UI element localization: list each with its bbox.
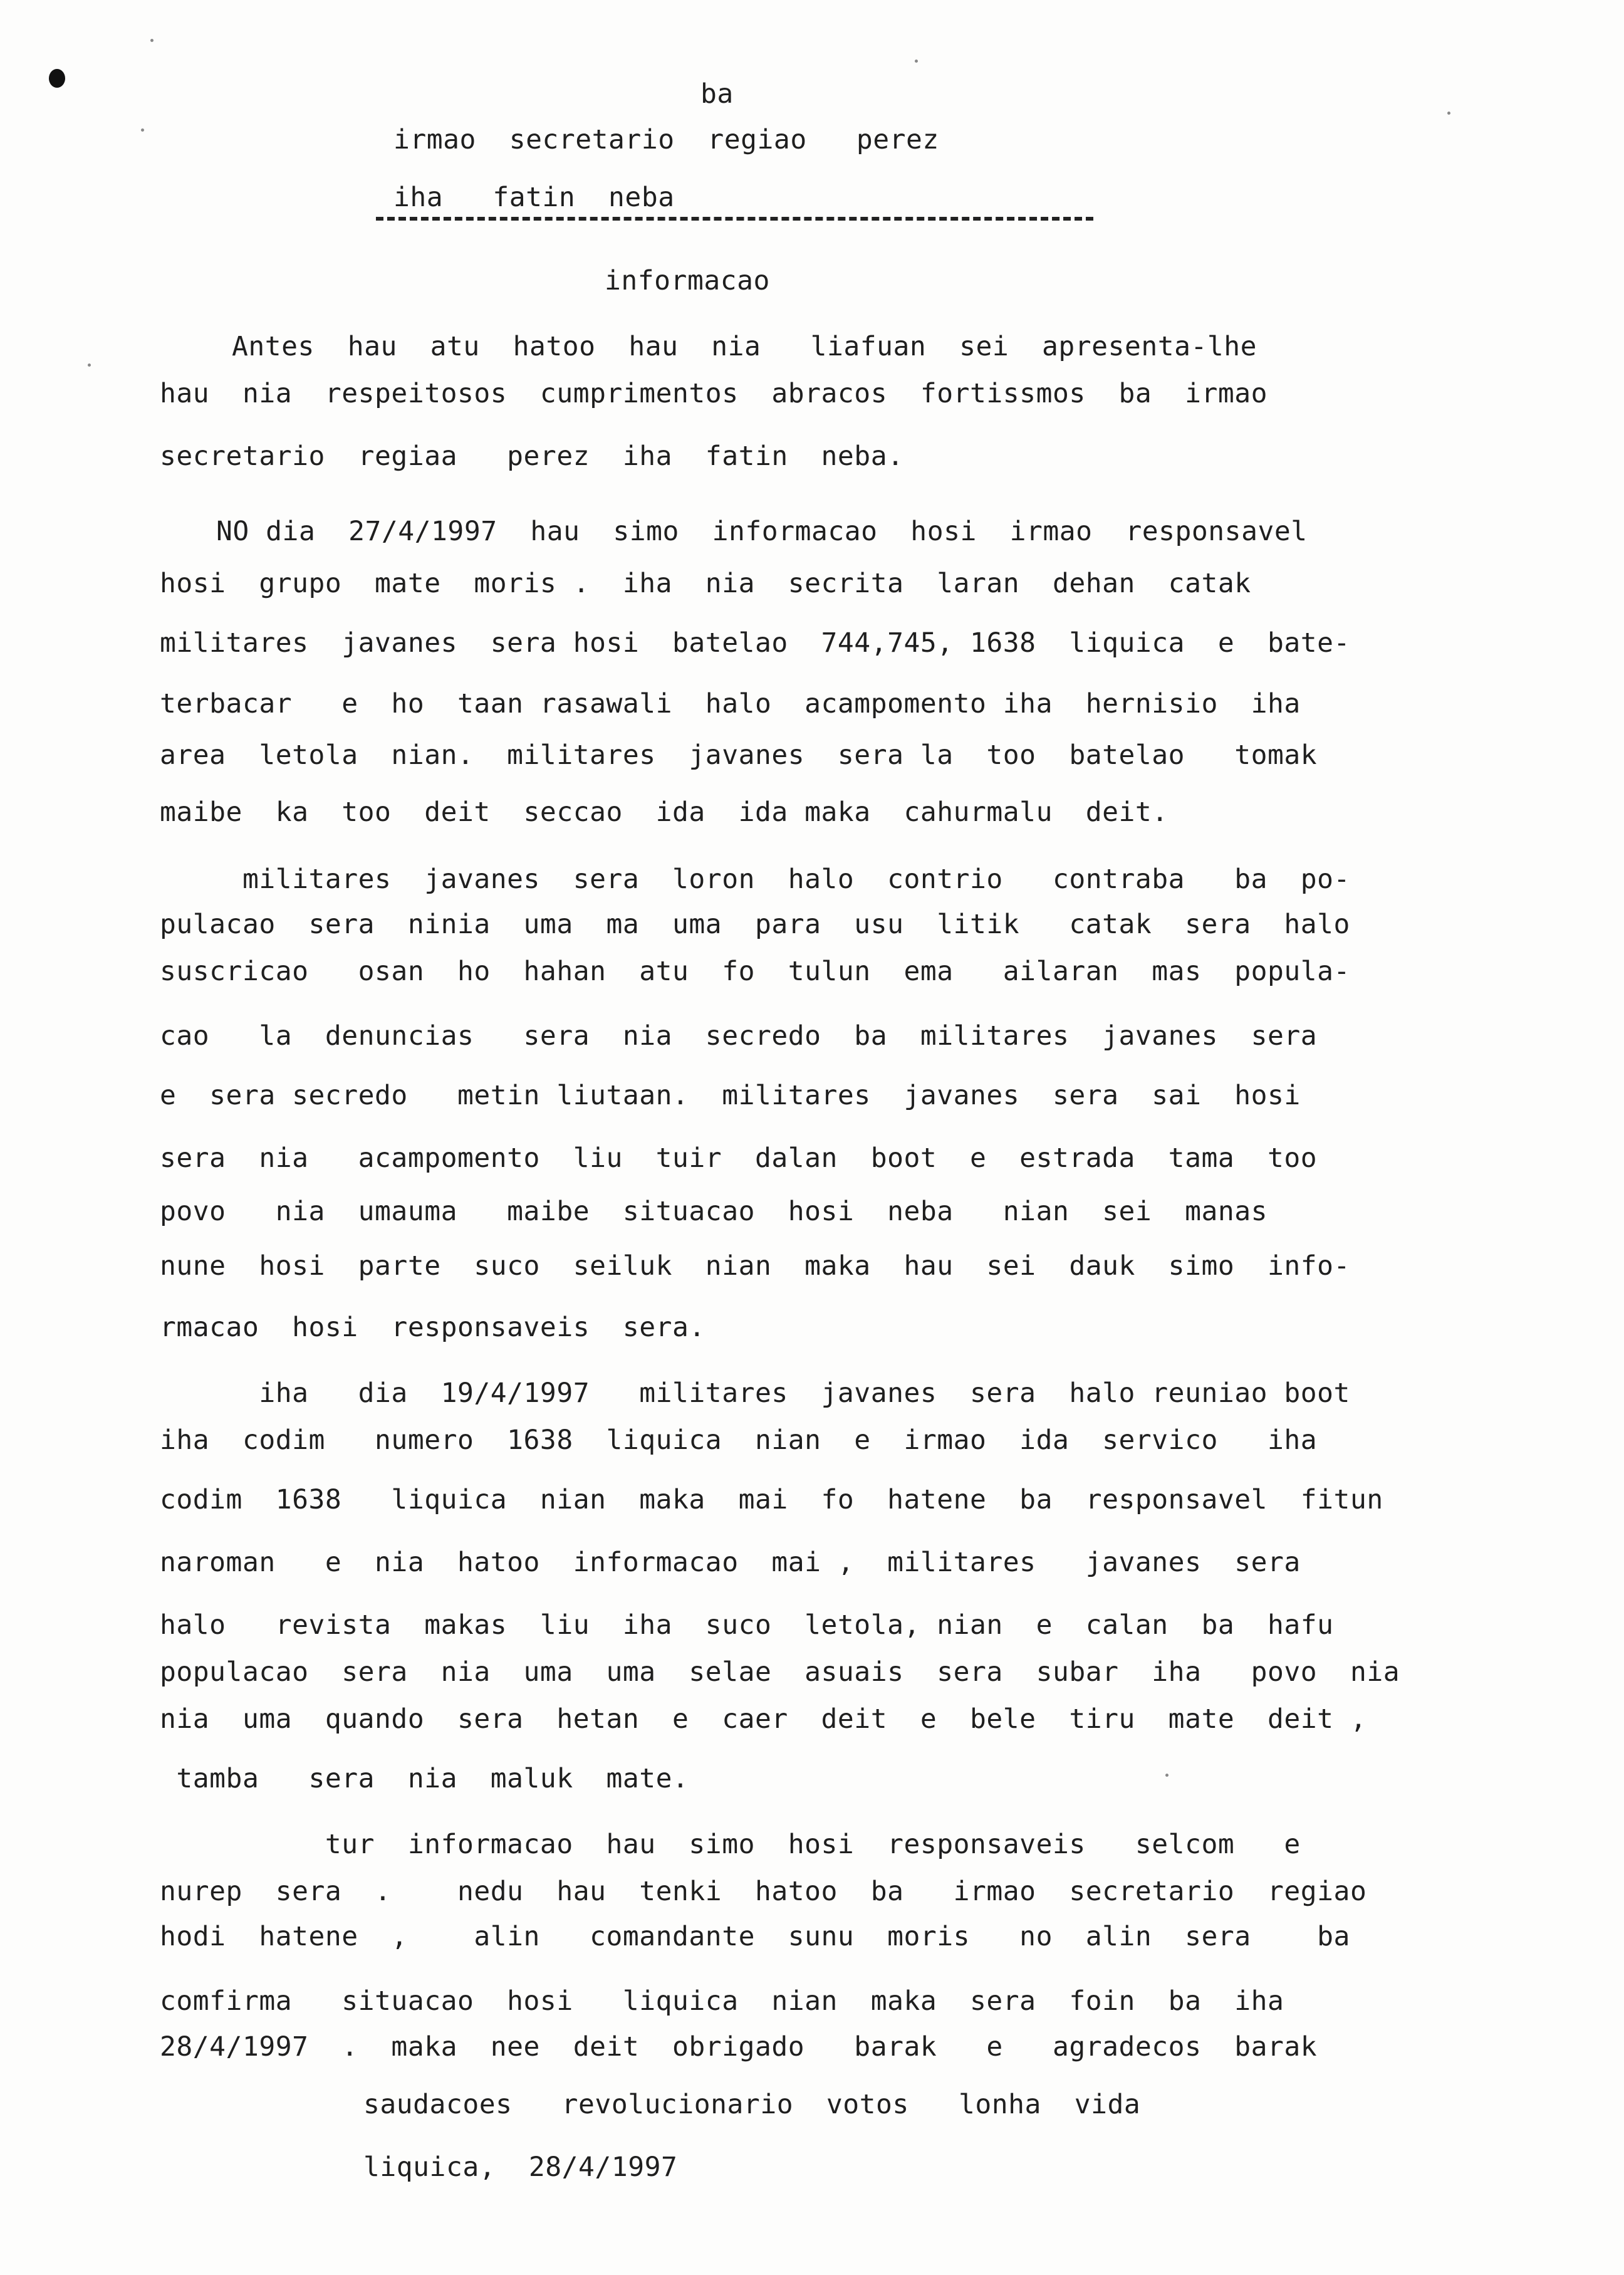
subject-heading: informacao bbox=[605, 265, 770, 296]
body-line: iha dia 19/4/1997 militares javanes sera halo reuniao boot bbox=[160, 1378, 1350, 1409]
header-underline bbox=[376, 217, 1093, 221]
body-line: hosi grupo mate moris . iha nia secrita laran dehan catak bbox=[160, 568, 1251, 599]
body-line: hodi hatene , alin comandante sunu moris no alin sera ba bbox=[160, 1921, 1350, 1952]
body-line: sera nia acampomento liu tuir dalan boot e estrada tama too bbox=[160, 1143, 1318, 1174]
body-line: secretario regiaa perez iha fatin neba. bbox=[160, 441, 904, 472]
body-line: halo revista makas liu iha suco letola, nian e calan ba hafu bbox=[160, 1609, 1334, 1641]
body-line: Antes hau atu hatoo hau nia liafuan sei apresenta-lhe bbox=[232, 331, 1257, 362]
body-line: e sera secredo metin liutaan. militares javanes sera sai hosi bbox=[160, 1080, 1301, 1111]
scan-speck bbox=[141, 128, 144, 132]
body-line: populacao sera nia uma uma selae asuais sera subar iha povo nia bbox=[160, 1656, 1400, 1688]
body-line: area letola nian. militares javanes sera la too batelao tomak bbox=[160, 740, 1318, 771]
body-line: nune hosi parte suco seiluk nian maka hau sei dauk simo info- bbox=[160, 1250, 1350, 1282]
body-line: militares javanes sera loron halo contrio contraba ba po- bbox=[160, 864, 1350, 895]
body-line: comfirma situacao hosi liquica nian maka sera foin ba iha bbox=[160, 1985, 1284, 2017]
body-line: tamba sera nia maluk mate. bbox=[160, 1763, 689, 1794]
header-place: iha fatin neba bbox=[393, 182, 675, 213]
body-line: NO dia 27/4/1997 hau simo informacao hosi irmao responsavel bbox=[216, 516, 1308, 547]
body-line: iha codim numero 1638 liquica nian e irmao ida servico iha bbox=[160, 1425, 1318, 1456]
body-line: povo nia umauma maibe situacao hosi neba nian sei manas bbox=[160, 1196, 1268, 1227]
body-line: terbacar e ho taan rasawali halo acampomento iha hernisio iha bbox=[160, 688, 1301, 719]
body-line: cao la denuncias sera nia secredo ba militares javanes sera bbox=[160, 1020, 1318, 1052]
body-line: rmacao hosi responsaveis sera. bbox=[160, 1312, 705, 1343]
ink-dot bbox=[49, 69, 65, 88]
scan-speck bbox=[1165, 1774, 1169, 1777]
header-to: ba bbox=[700, 78, 734, 110]
body-line: 28/4/1997 . maka nee deit obrigado barak e agradecos barak bbox=[160, 2031, 1318, 2063]
body-line: maibe ka too deit seccao ida ida maka cahurmalu deit. bbox=[160, 797, 1169, 828]
body-line: nurep sera . nedu hau tenki hatoo ba irmao secretario regiao bbox=[160, 1876, 1367, 1907]
body-line: pulacao sera ninia uma ma uma para usu litik catak sera halo bbox=[160, 909, 1350, 940]
body-line: naroman e nia hatoo informacao mai , militares javanes sera bbox=[160, 1547, 1301, 1578]
scan-speck bbox=[915, 60, 918, 63]
body-line: suscricao osan ho hahan atu fo tulun ema ailaran mas popula- bbox=[160, 956, 1350, 987]
body-line: militares javanes sera hosi batelao 744,745, 1638 liquica e bate- bbox=[160, 627, 1350, 659]
body-line: nia uma quando sera hetan e caer deit e bele tiru mate deit , bbox=[160, 1703, 1367, 1735]
closing-place-date: liquica, 28/4/1997 bbox=[363, 2152, 678, 2183]
body-line: tur informacao hau simo hosi responsaveis selcom e bbox=[160, 1829, 1301, 1860]
scan-speck bbox=[1447, 112, 1450, 115]
header-recipient: irmao secretario regiao perez bbox=[393, 124, 939, 155]
scan-speck bbox=[88, 363, 91, 367]
closing-greeting: saudacoes revolucionario votos lonha vida bbox=[363, 2089, 1141, 2120]
body-line: hau nia respeitosos cumprimentos abracos fortissmos ba irmao bbox=[160, 378, 1268, 409]
scan-speck bbox=[150, 39, 154, 42]
body-line: codim 1638 liquica nian maka mai fo hatene ba responsavel fitun bbox=[160, 1484, 1383, 1515]
